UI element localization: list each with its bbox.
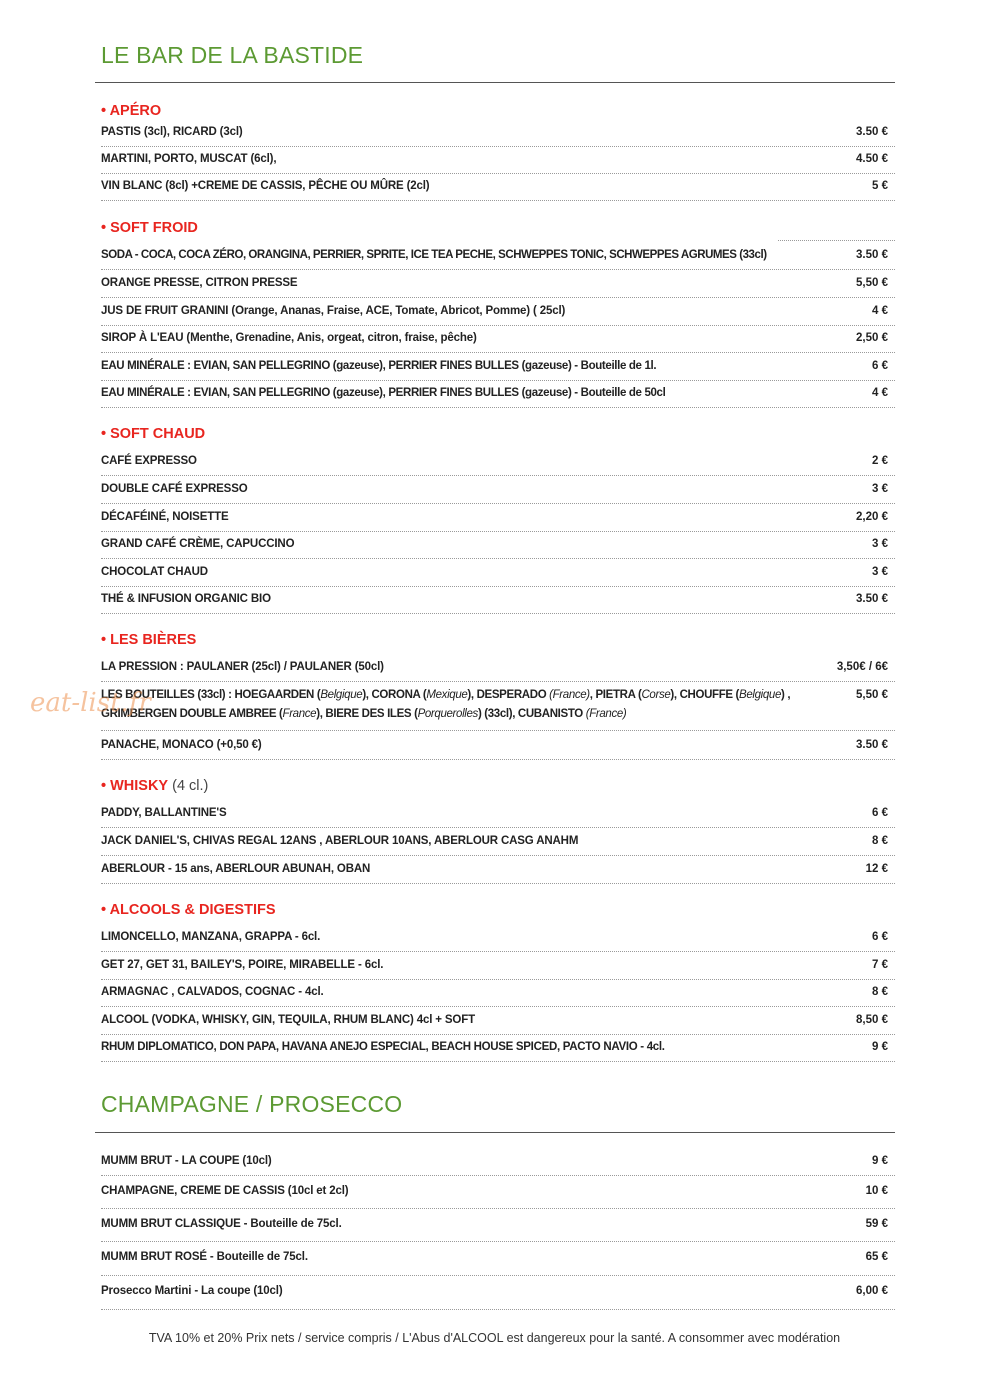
item-price: 6,00 € xyxy=(856,1285,888,1297)
text-part: GRIMBERGEN DOUBLE AMBREE ( xyxy=(101,708,283,720)
menu-row xyxy=(101,1155,895,1176)
item-price: 9 € xyxy=(872,1155,888,1167)
menu-row xyxy=(101,566,895,587)
item-price: 10 € xyxy=(865,1185,888,1197)
item-name: MARTINI, PORTO, MUSCAT (6cl), xyxy=(101,153,277,165)
item-name: PASTIS (3cl), RICARD (3cl) xyxy=(101,126,243,138)
menu-row xyxy=(101,931,895,952)
section-note: (4 cl.) xyxy=(168,778,209,794)
item-price: 8 € xyxy=(872,835,888,847)
item-name: CHOCOLAT CHAUD xyxy=(101,566,208,578)
item-price: 6 € xyxy=(872,807,888,819)
menu-row xyxy=(101,689,895,731)
item-name: EAU MINÉRALE : EVIAN, SAN PELLEGRINO (gazeuse), PERRIER FINES BULLES (gazeuse) - Bouteille de 50cl xyxy=(101,387,666,399)
divider xyxy=(778,240,895,241)
menu-row xyxy=(101,360,895,381)
item-price: 3.50 € xyxy=(856,126,888,138)
item-name: ALCOOL (VODKA, WHISKY, GIN, TEQUILA, RHUM BLANC) 4cl + SOFT xyxy=(101,1014,475,1026)
item-name: Prosecco Martini - La coupe (10cl) xyxy=(101,1285,283,1297)
item-price: 5,50 € xyxy=(856,689,888,701)
item-name: RHUM DIPLOMATICO, DON PAPA, HAVANA ANEJO ESPECIAL, BEACH HOUSE SPICED, PACTO NAVIO - 4cl. xyxy=(101,1041,665,1053)
item-name: PADDY, BALLANTINE'S xyxy=(101,807,227,819)
champagne-title: CHAMPAGNE / PROSECCO xyxy=(101,1091,403,1117)
origin-label: Porquerolles xyxy=(417,708,478,720)
menu-row xyxy=(101,1218,895,1242)
origin-label: France xyxy=(282,708,317,720)
item-price: 4 € xyxy=(872,305,888,317)
origin-label: Mexique xyxy=(426,689,468,701)
menu-row xyxy=(101,153,895,174)
item-price: 8,50 € xyxy=(856,1014,888,1026)
section-title: • WHISKY xyxy=(101,778,169,794)
menu-row xyxy=(101,986,895,1007)
item-name: PANACHE, MONACO (+0,50 €) xyxy=(101,739,262,751)
title-rule xyxy=(95,82,895,83)
item-price: 59 € xyxy=(865,1218,888,1230)
origin-label: (France) xyxy=(585,708,627,720)
text-part: ) (33cl), CUBANISTO xyxy=(477,708,586,720)
section-heading-whisky xyxy=(101,778,208,794)
item-name: CAFÉ EXPRESSO xyxy=(101,455,197,467)
origin-label: Belgique xyxy=(739,689,781,701)
menu-row xyxy=(101,249,895,270)
item-name: EAU MINÉRALE : EVIAN, SAN PELLEGRINO (gazeuse), PERRIER FINES BULLES (gazeuse) - Bouteille de 1l. xyxy=(101,360,657,372)
section-heading-alcools: • ALCOOLS & DIGESTIFS xyxy=(101,902,276,918)
item-name-continued xyxy=(101,708,626,720)
item-name: VIN BLANC (8cl) +CREME DE CASSIS, PÊCHE OU MÛRE (2cl) xyxy=(101,180,430,192)
menu-row xyxy=(101,305,895,326)
title-rule xyxy=(95,1132,895,1133)
item-name: CHAMPAGNE, CREME DE CASSIS (10cl et 2cl) xyxy=(101,1185,349,1197)
menu-row xyxy=(101,1251,895,1276)
text-part: ), DESPERADO xyxy=(467,689,550,701)
item-price: 3,50€ / 6€ xyxy=(836,661,888,673)
item-price: 2 € xyxy=(872,455,888,467)
item-price: 2,50 € xyxy=(856,332,888,344)
item-price: 12 € xyxy=(865,863,888,875)
item-name: SIROP À L'EAU (Menthe, Grenadine, Anis, orgeat, citron, fraise, pêche) xyxy=(101,332,477,344)
text-part: LES BOUTEILLES (33cl) : HOEGAARDEN ( xyxy=(101,689,321,701)
item-name: ARMAGNAC , CALVADOS, COGNAC - 4cl. xyxy=(101,986,324,998)
item-price: 8 € xyxy=(872,986,888,998)
menu-row xyxy=(101,180,895,201)
menu-row xyxy=(101,332,895,353)
item-name: LIMONCELLO, MANZANA, GRAPPA - 6cl. xyxy=(101,931,321,943)
item-price: 3 € xyxy=(872,566,888,578)
page-title: LE BAR DE LA BASTIDE xyxy=(101,42,364,68)
menu-row xyxy=(101,483,895,504)
menu-row xyxy=(101,126,895,147)
item-name: JACK DANIEL'S, CHIVAS REGAL 12ANS , ABERLOUR 10ANS, ABERLOUR CASG ANAHM xyxy=(101,835,579,847)
menu-row xyxy=(101,661,895,682)
text-part: ), BIERE DES ILES ( xyxy=(316,708,418,720)
origin-label: (France) xyxy=(549,689,590,701)
item-name: MUMM BRUT - LA COUPE (10cl) xyxy=(101,1155,272,1167)
item-price: 3 € xyxy=(872,538,888,550)
item-name: SODA - COCA, COCA ZÉRO, ORANGINA, PERRIER, SPRITE, ICE TEA PECHE, SCHWEPPES TONIC, SCHWEPPES AGRUMES (33cl) xyxy=(101,249,767,261)
item-name: THÉ & INFUSION ORGANIC BIO xyxy=(101,593,271,605)
item-name: LA PRESSION : PAULANER (25cl) / PAULANER (50cl) xyxy=(101,661,384,673)
origin-label: Belgique xyxy=(320,689,363,701)
item-name: DOUBLE CAFÉ EXPRESSO xyxy=(101,483,248,495)
menu-row xyxy=(101,511,895,532)
menu-row xyxy=(101,959,895,980)
item-name: ORANGE PRESSE, CITRON PRESSE xyxy=(101,277,298,289)
item-name: ABERLOUR - 15 ans, ABERLOUR ABUNAH, OBAN xyxy=(101,863,371,875)
item-price: 3.50 € xyxy=(856,593,888,605)
item-name: JUS DE FRUIT GRANINI (Orange, Ananas, Fraise, ACE, Tomate, Abricot, Pomme) ( 25cl) xyxy=(101,305,566,317)
item-name: GET 27, GET 31, BAILEY'S, POIRE, MIRABELLE - 6cl. xyxy=(101,959,384,971)
menu-row xyxy=(101,1014,895,1035)
item-price: 4.50 € xyxy=(856,153,888,165)
item-price: 65 € xyxy=(865,1251,888,1263)
menu-row xyxy=(101,455,895,476)
item-price: 5,50 € xyxy=(856,277,888,289)
section-heading-soft-chaud: • SOFT CHAUD xyxy=(101,426,206,442)
origin-label: Corse xyxy=(641,689,671,701)
item-price: 5 € xyxy=(872,180,888,192)
menu-row xyxy=(101,1041,895,1062)
item-name: MUMM BRUT CLASSIQUE - Bouteille de 75cl. xyxy=(101,1218,342,1230)
item-name: MUMM BRUT ROSÉ - Bouteille de 75cl. xyxy=(101,1251,308,1263)
item-price: 3.50 € xyxy=(856,739,888,751)
menu-row xyxy=(101,387,895,408)
menu-row xyxy=(101,593,895,614)
menu-row xyxy=(101,835,895,856)
item-price: 3.50 € xyxy=(856,249,888,261)
item-name: GRAND CAFÉ CRÈME, CAPUCCINO xyxy=(101,538,295,550)
item-price: 9 € xyxy=(872,1041,888,1053)
legal-footer: TVA 10% et 20% Prix nets / service compris / L'Abus d'ALCOOL est dangereux pour la santé. A consommer avec modération xyxy=(148,1331,841,1345)
text-part: , PIETRA ( xyxy=(589,689,642,701)
text-part: ) , xyxy=(781,689,791,701)
item-price: 4 € xyxy=(872,387,888,399)
item-price: 6 € xyxy=(872,360,888,372)
section-heading-soft-froid: • SOFT FROID xyxy=(101,220,198,236)
item-name xyxy=(101,689,790,701)
item-price: 7 € xyxy=(872,959,888,971)
section-heading-bieres: • LES BIÈRES xyxy=(101,632,197,648)
menu-row xyxy=(101,538,895,559)
menu-row xyxy=(101,739,895,760)
item-price: 3 € xyxy=(872,483,888,495)
menu-row xyxy=(101,1185,895,1209)
section-heading-apero: • APÉRO xyxy=(101,103,162,119)
menu-row xyxy=(101,807,895,828)
text-part: ), CHOUFFE ( xyxy=(670,689,740,701)
item-price: 2,20 € xyxy=(856,511,888,523)
item-name: DÉCAFÉINÉ, NOISETTE xyxy=(101,511,229,523)
text-part: ), CORONA ( xyxy=(362,689,427,701)
menu-row xyxy=(101,1285,895,1310)
menu-row xyxy=(101,277,895,298)
menu-row xyxy=(101,863,895,884)
watermark: eat-list.fr xyxy=(30,688,151,718)
item-price: 6 € xyxy=(872,931,888,943)
